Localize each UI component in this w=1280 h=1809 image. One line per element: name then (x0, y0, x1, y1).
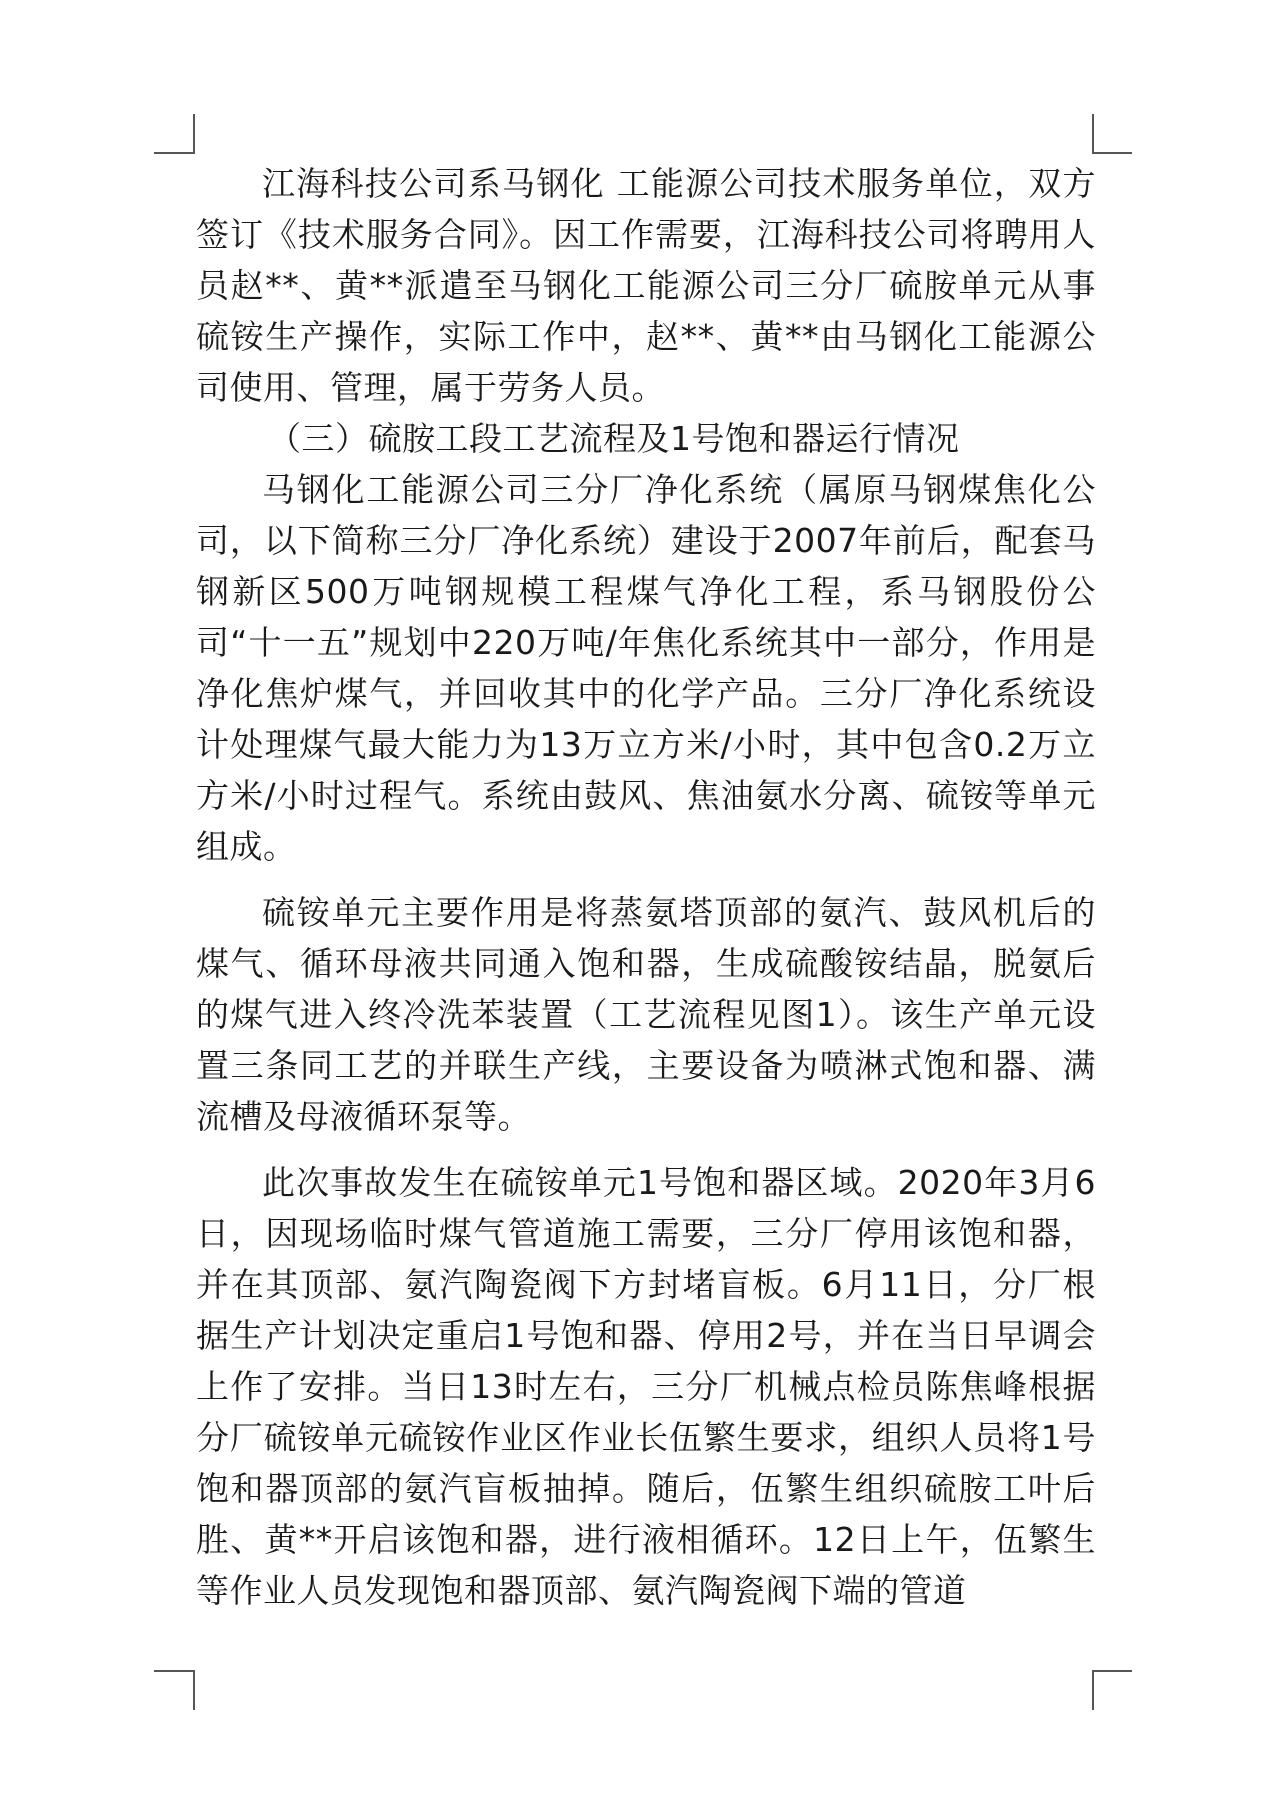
crop-mark-bottom-right-horizontal (1092, 1670, 1132, 1672)
document-body (196, 158, 1096, 1616)
paragraph-service-contract: 江海科技公司系马钢化 工能源公司技术服务单位，双方签订《技术服务合同》。因工作需要，江海科技公司将聘用人员赵**、黄**派遣至马钢化工能源公司三分厂硫胺单元从事硫铵生产操作，实际工作中，赵**、黄**由马钢化工能源公司使用、管理，属于劳务人员。 (196, 164, 1096, 407)
crop-mark-bottom-left-horizontal (154, 1670, 194, 1672)
crop-mark-top-right-horizontal (1092, 152, 1132, 154)
paragraph-ammonium-sulfate-unit: 硫铵单元主要作用是将蒸氨塔顶部的氨汽、鼓风机后的煤气、循环母液共同通入饱和器，生成硫酸铵结晶，脱氨后的煤气进入终冷洗苯装置（工艺流程见图1）。该生产单元设置三条同工艺的并联生产线，主要设备为喷淋式饱和器、满流槽及母液循环泵等。 (196, 893, 1096, 1136)
crop-mark-top-left-vertical (193, 114, 195, 154)
crop-mark-top-right-vertical (1092, 114, 1094, 154)
crop-mark-top-left-horizontal (154, 152, 194, 154)
paragraph-accident-description: 此次事故发生在硫铵单元1号饱和器区域。2020年3月6日，因现场临时煤气管道施工需要，三分厂停用该饱和器，并在其顶部、氨汽陶瓷阀下方封堵盲板。6月11日，分厂根据生产计划决定重启1号饱和器、停用2号，并在当日早调会上作了安排。当日13时左右，三分厂机械点检员陈焦峰根据分厂硫铵单元硫铵作业区作业长伍繁生要求，组织人员将1号饱和器顶部的氨汽盲板抽掉。随后，伍繁生组织硫胺工叶后胜、黄**开启该饱和器，进行液相循环。12日上午，伍繁生等作业人员发现饱和器顶部、氨汽陶瓷阀下端的管道 (196, 1163, 1096, 1610)
section-heading-process-flow: （三）硫胺工段工艺流程及1号饱和器运行情况 (268, 419, 960, 458)
paragraph-purification-system: 马钢化工能源公司三分厂净化系统（属原马钢煤焦化公司，以下简称三分厂净化系统）建设于2007年前后，配套马钢新区500万吨钢规模工程煤气净化工程，系马钢股份公司“十一五”规划中220万吨/年焦化系统其中一部分，作用是净化焦炉煤气，并回收其中的化学产品。三分厂净化系统设计处理煤气最大能力为13万立方米/小时，其中包含0.2万立方米/小时过程气。系统由鼓风、焦油氨水分离、硫铵等单元组成。 (196, 470, 1096, 866)
crop-mark-bottom-left-vertical (193, 1670, 195, 1710)
crop-mark-bottom-right-vertical (1092, 1670, 1094, 1710)
